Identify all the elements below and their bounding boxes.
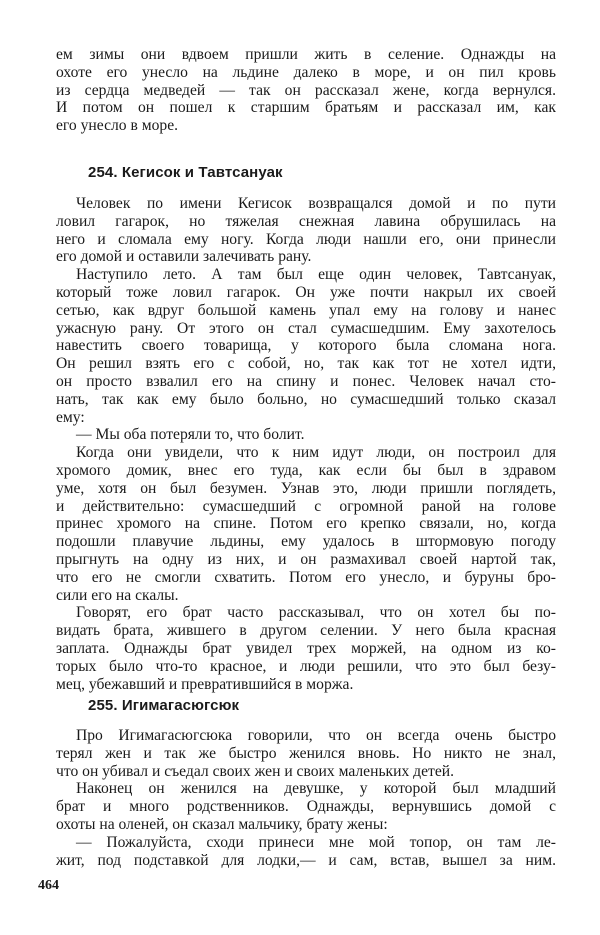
text-line: видать брата, жившего в другом селении. У него была красная xyxy=(56,622,556,640)
text-line: принес хромого на спине. Потом его крепко связали, но, когда xyxy=(56,515,556,533)
section-254-title: 254. Кегисок и Тавтсануак xyxy=(88,164,283,181)
text-line: он просто взвалил его на спину и понес. Человек начал сто- xyxy=(56,372,556,390)
text-line: терял жен и так же быстро женился вновь. Но никто не знал, xyxy=(56,744,556,762)
text-line: заплата. Однажды брат увидел трех моржей, на одном из ко- xyxy=(56,639,556,657)
text-line: что он убивал и съедал своих жен и своих маленьких детей. xyxy=(56,762,455,780)
text-line: И потом он пошел к старшим братьям и рассказал им, как xyxy=(56,99,556,117)
text-line: ловил гагарок, но тяжелая снежная лавина обрушилась на xyxy=(56,212,556,230)
text-line: уме, хотя он был безумен. Узнав это, люди пришли поглядеть, xyxy=(56,479,556,497)
text-line: сетью, как вдруг большой камень упал ему на голову и нанес xyxy=(56,301,556,319)
text-line: Наступило лето. А там был еще один человек, Тавтсануак, xyxy=(76,266,556,284)
text-line: — Пожалуйста, сходи принеси мне мой топор, он там ле- xyxy=(76,833,556,851)
text-line: ужасную рану. От этого он стал сумасшедшим. Ему захотелось xyxy=(56,319,556,337)
text-line: который тоже ловил гагарок. Он уже почти накрыл их своей xyxy=(56,283,556,301)
text-line: Когда они увидели, что к ним идут люди, он построил для xyxy=(76,444,556,462)
text-line: и действительно: сумасшедший с огромной раной на голове xyxy=(56,497,556,515)
section-255-body xyxy=(56,727,556,869)
text-line: — Мы оба потеряли то, что болит. xyxy=(76,426,305,444)
intro-paragraph xyxy=(56,46,556,135)
section-255-title: 255. Игимагасюгсюк xyxy=(88,697,240,714)
text-line: его унесло в море. xyxy=(56,117,179,135)
text-line: Про Игимагасюгсюка говорили, что он всегда очень быстро xyxy=(76,727,556,744)
section-254-body xyxy=(56,195,556,693)
text-line: Говорят, его брат часто рассказывал, что он хотел бы по- xyxy=(76,604,556,622)
text-line: из сердца медведей — так он рассказал жене, когда вернулся. xyxy=(56,81,556,99)
text-line: прыгнуть на одну из них, и он размахивал своей нартой так, xyxy=(56,550,556,568)
text-line: навестить своего товарища, у которого была сломана нога. xyxy=(56,337,556,355)
text-line: что его не смогли схватить. Потом его унесло, и буруны бро- xyxy=(56,568,556,586)
text-line: его домой и оставили залечивать рану. xyxy=(56,248,312,266)
text-line: охоте его унесло на льдине далеко в море, и он пил кровь xyxy=(56,63,556,81)
text-line: жит, под подставкой для лодки,— и сам, встав, вышел за ним. xyxy=(56,851,556,869)
text-line: торых было что-то красное, и люди решили, что это был безу- xyxy=(56,657,556,675)
text-line: мец, убежавший и превратившийся в моржа. xyxy=(56,675,354,693)
text-line: Наконец он женился на девушке, у которой был младший xyxy=(76,780,556,798)
text-line: ему: xyxy=(56,408,85,426)
text-line: сили его на скалы. xyxy=(56,586,179,604)
text-line: ем зимы они вдвоем пришли жить в селение. Однажды на xyxy=(56,46,556,63)
text-line: брат и много родственников. Однажды, вернувшись домой с xyxy=(56,798,556,816)
text-line: хромого домик, внес его туда, как если бы был в здравом xyxy=(56,461,556,479)
text-line: Он решил взять его с собой, но, так как тот не хотел идти, xyxy=(56,355,556,373)
text-line: него и сломала ему ногу. Когда люди нашли его, они принесли xyxy=(56,230,556,248)
text-line: подошли плавучие льдины, ему удалось в штормовую погоду xyxy=(56,533,556,551)
text-line: Человек по имени Кегисок возвращался домой и по пути xyxy=(76,195,556,212)
text-line: охоты на оленей, он сказал мальчику, брату жены: xyxy=(56,815,388,833)
page-number: 464 xyxy=(38,878,59,893)
text-line: нать, так как ему было больно, но сумасшедший только сказал xyxy=(56,390,556,408)
